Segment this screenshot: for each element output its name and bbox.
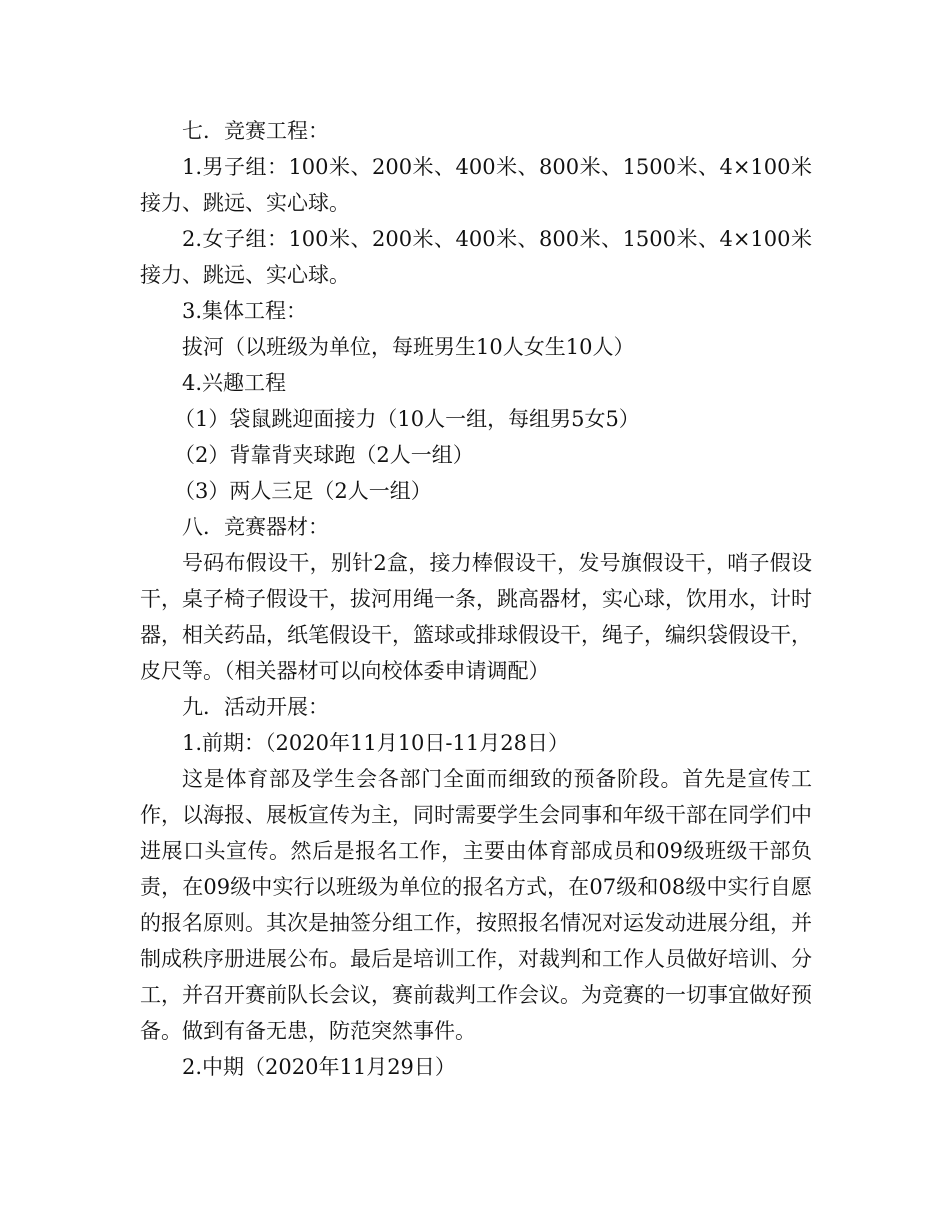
- paragraph-men-group: 1.男子组：100米、200米、400米、800米、1500米、4×100米接力、跳远、实心球。: [140, 155, 812, 215]
- list-item-kangaroo-relay: （1）袋鼠跳迎面接力（10人一组，每组男5女5）: [174, 407, 640, 431]
- section-heading-competition-events: 七．竞赛工程：: [182, 119, 329, 143]
- document-body: [140, 113, 812, 1085]
- paragraph-collective-events: 3.集体工程：: [182, 299, 308, 323]
- section-heading-equipment: 八．竞赛器材：: [182, 515, 329, 539]
- paragraph-middle-stage: 2.中期（2020年11月29日）: [182, 1055, 456, 1079]
- list-item-back-to-back: （2）背靠背夹球跑（2人一组）: [174, 443, 474, 467]
- section-heading-activities: 九．活动开展：: [182, 695, 329, 719]
- paragraph-early-stage: 1.前期：（2020年11月10日-11月28日）: [182, 731, 569, 755]
- list-item-three-legged: （3）两人三足（2人一组）: [174, 479, 432, 503]
- paragraph-equipment-list: 号码布假设干，别针2盒，接力棒假设干，发号旗假设干，哨子假设干，桌子椅子假设干，拔河用绳一条，跳高器材，实心球，饮用水，计时器，相关药品，纸笔假设干，篮球或排球假设干，绳子，编织袋假设干，皮尺等。（相关器材可以向校体委申请调配）: [140, 551, 812, 683]
- paragraph-tug-of-war: 拔河（以班级为单位，每班男生10人女生10人）: [182, 335, 635, 359]
- paragraph-women-group: 2.女子组：100米、200米、400米、800米、1500米、4×100米接力、跳远、实心球。: [140, 227, 812, 287]
- paragraph-interest-events: 4.兴趣工程: [182, 371, 287, 395]
- paragraph-preparation-details: 这是体育部及学生会各部门全面而细致的预备阶段。首先是宣传工作，以海报、展板宣传为主，同时需要学生会同事和年级干部在同学们中进展口头宣传。然后是报名工作，主要由体育部成员和09级班级干部负责，在09级中实行以班级为单位的报名方式，在07级和08级中实行自愿的报名原则。其次是抽签分组工作，按照报名情况对运发动进展分组，并制成秩序册进展公布。最后是培训工作，对裁判和工作人员做好培训、分工，并召开赛前队长会议，赛前裁判工作会议。为竞赛的一切事宜做好预备。做到有备无患，防范突然事件。: [140, 767, 812, 1043]
